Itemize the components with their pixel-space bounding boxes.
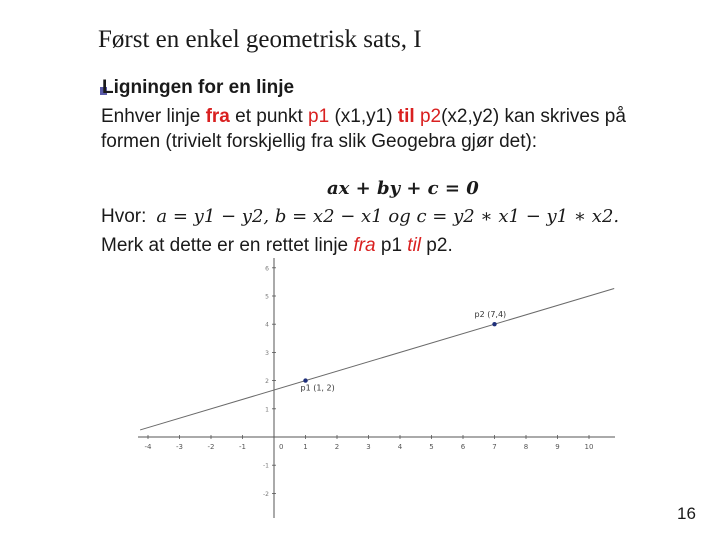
merk-fra: fra [353,235,376,256]
keyword-til: til [397,106,415,127]
line-p1-p2 [140,288,614,429]
x-tick-label: 1 [303,443,308,451]
y-tick-label: 5 [265,293,269,301]
x-tick-label: 0 [279,443,284,451]
y-tick-label: 3 [265,349,269,357]
point-marker [492,322,496,326]
x-tick-label: 4 [397,443,403,451]
x-tick-label: 3 [366,443,371,451]
x-tick-label: 10 [584,443,594,451]
x-tick-label: 2 [334,443,340,451]
y-tick-label: -1 [263,462,269,470]
x-tick-label: 9 [555,443,560,451]
point-p1-label: p1 [308,106,330,127]
para-text-2: et punkt [229,106,309,127]
x-tick-label: -2 [207,443,215,451]
section-heading: Ligningen for en linje [102,77,295,98]
point-label: p2 (7,4) [474,310,507,320]
x-tick-label: 5 [429,443,434,451]
hvor-label: Hvor: [101,206,147,227]
paragraph-line-2: formen (trivielt forskjellig fra slik Geogebra gjør det): [101,131,538,152]
slide-title: Først en enkel geometrisk sats, I [98,26,422,53]
x-tick-label: -1 [239,443,246,451]
merk-til: til [407,235,422,256]
hvor-formula: a = y1 − y2, b = x2 − x1 og c = y2 ∗ x1 − y1 ∗ x2. [156,206,620,227]
y-tick-label: 4 [265,321,269,329]
keyword-fra: fra [205,106,230,127]
x-tick-label: 8 [523,443,529,451]
point-p2-label: p2 [419,106,442,127]
x-tick-label: 7 [492,443,497,451]
y-tick-label: 6 [265,265,269,273]
point-marker [303,378,307,382]
y-tick-label: 1 [265,406,269,414]
page-number: 16 [677,504,696,523]
x-tick-label: 6 [460,443,466,451]
para-text-1: Enhver linje [101,106,206,127]
x-tick-label: -4 [144,443,152,451]
y-tick-label: -2 [263,490,269,498]
line-equation: ax + by + c = 0 [327,178,479,199]
x-tick-label: -3 [176,443,183,451]
merk-p2: p2. [421,235,453,256]
merk-text: Merk at dette er en rettet linje [101,235,354,256]
point-label: p1 (1, 2) [300,383,335,393]
para-text-3: (x1,y1) [329,106,398,127]
y-tick-label: 2 [265,378,269,386]
merk-p1: p1 [375,235,408,256]
para-text-5: (x2,y2) kan skrives på [441,106,626,127]
